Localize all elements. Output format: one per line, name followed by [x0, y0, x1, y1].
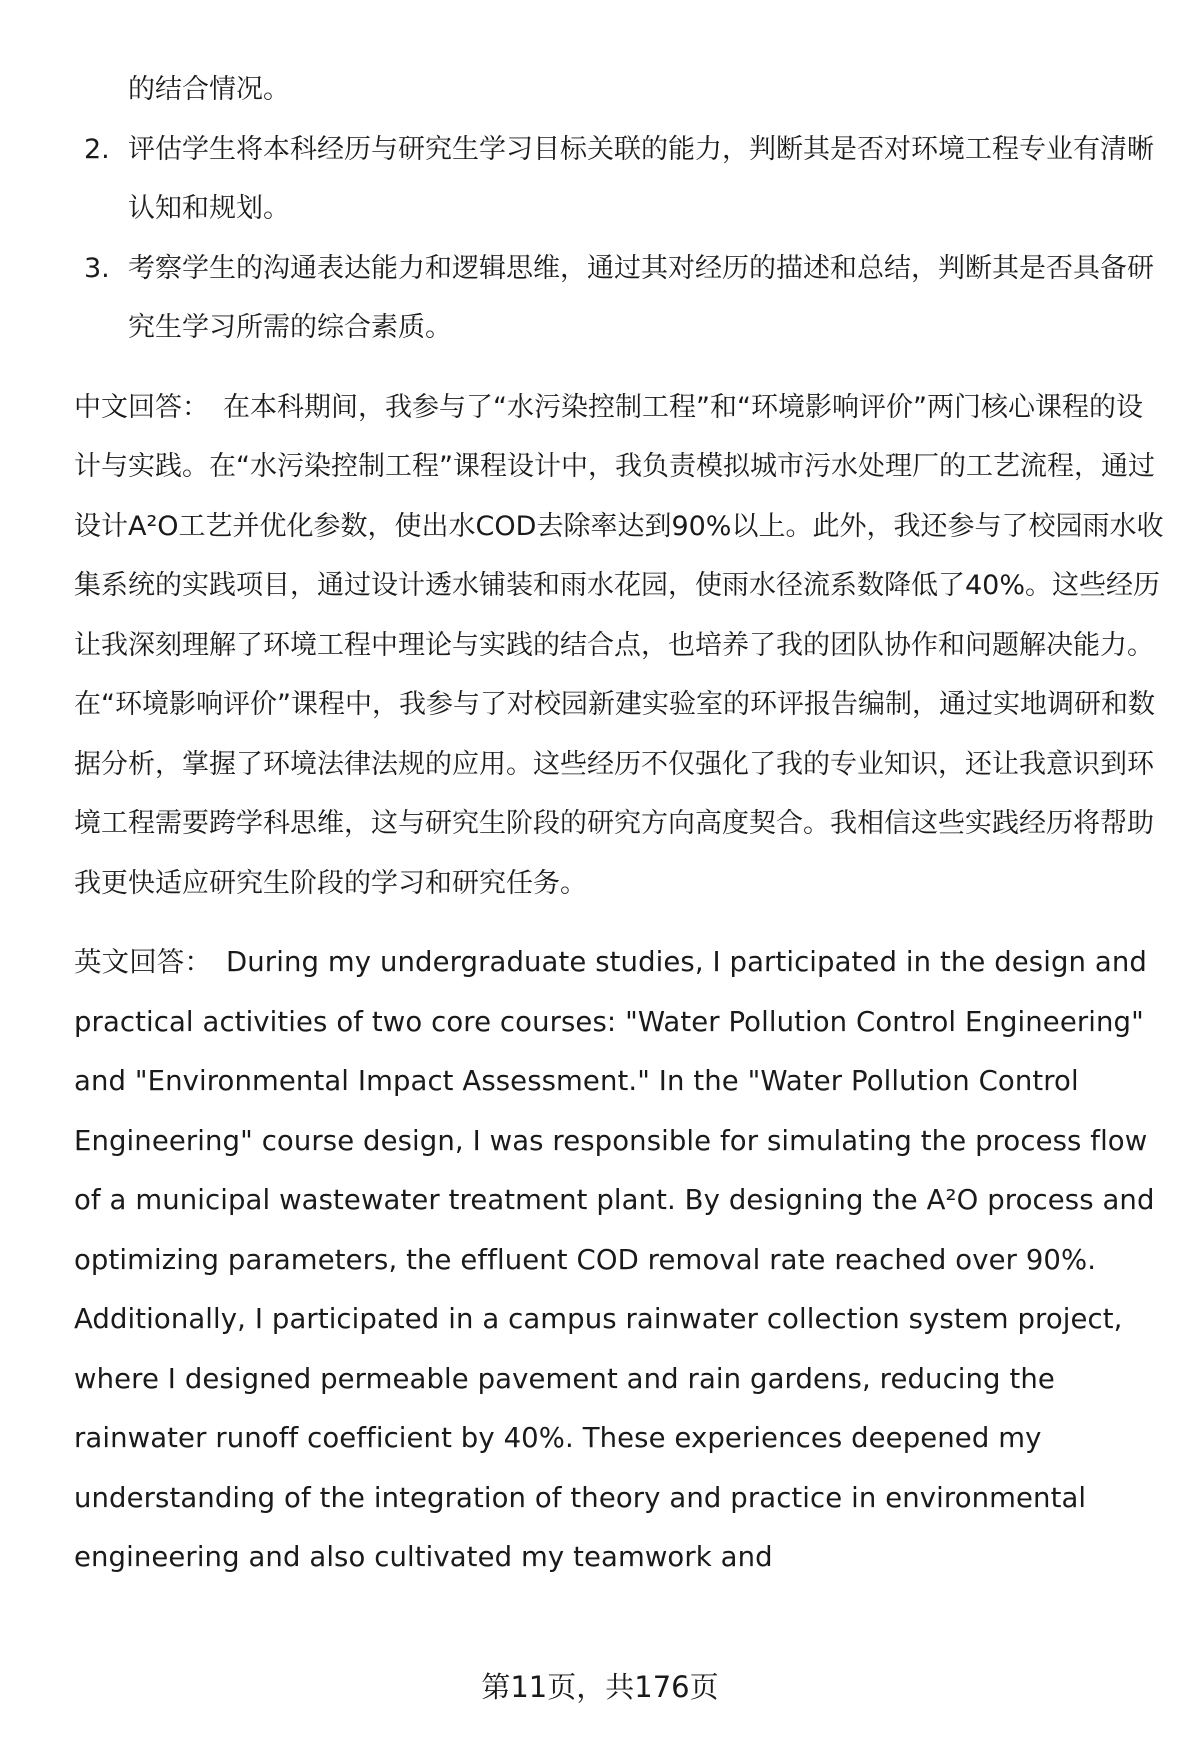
english-answer-text: During my undergraduate studies, I participated in the design and practical activities of two core courses: "Water Pollution Control Engineering" and "Environmental Impact Assessment." In the "Water Pollution Control Engineering" course design, I was responsible for simulating the process flow of a municipal wastewater treatment plant. By designing the A²O process and optimizing parameters, the effluent COD removal rate reached over 90%. Additionally, I participated in a campus rainwater collection system project, where I designed permeable pavement and rain gardens, reducing the rainwater runoff coefficient by 40%. These experiences deepened my understanding of the integration of theory and practice in environmental engineering and also cultivated my teamwork and — [74, 946, 1155, 1573]
list-item-text: 评估学生将本科经历与研究生学习目标关联的能力，判断其是否对环境工程专业有清晰认知和规划。 — [128, 133, 1154, 224]
list-item-number: 3. — [84, 252, 110, 284]
page-number-footer: 第11页，共176页 — [481, 1670, 719, 1704]
list-item-1-continuation — [74, 60, 1164, 120]
list-item-2 — [74, 120, 1164, 239]
list-item-text: 考察学生的沟通表达能力和逻辑思维，通过其对经历的描述和总结，判断其是否具备研究生学习所需的综合素质。 — [128, 252, 1154, 343]
chinese-answer-text: 在本科期间，我参与了“水污染控制工程”和“环境影响评价”两门核心课程的设计与实践。在“水污染控制工程”课程设计中，我负责模拟城市污水处理厂的工艺流程，通过设计A²O工艺并优化参数，使出水COD去除率达到90%以上。此外，我还参与了校园雨水收集系统的实践项目，通过设计透水铺装和雨水花园，使雨水径流系数降低了40%。这些经历让我深刻理解了环境工程中理论与实践的结合点，也培养了我的团队协作和问题解决能力。在“环境影响评价”课程中，我参与了对校园新建实验室的环评报告编制，通过实地调研和数据分析，掌握了环境法律法规的应用。这些经历不仅强化了我的专业知识，还让我意识到环境工程需要跨学科思维，这与研究生阶段的研究方向高度契合。我相信这些实践经历将帮助我更快适应研究生阶段的学习和研究任务。 — [74, 391, 1164, 899]
document-content — [74, 60, 1164, 1588]
list-item-3 — [74, 239, 1164, 358]
english-answer-paragraph — [74, 933, 1164, 1588]
list-item-text: 的结合情况。 — [128, 74, 290, 105]
list-item-number: 2. — [84, 133, 110, 165]
chinese-answer-paragraph — [74, 378, 1164, 914]
english-answer-label: 英文回答： — [74, 946, 212, 978]
evaluation-points-list — [74, 60, 1164, 358]
chinese-answer-label: 中文回答： — [74, 391, 209, 423]
